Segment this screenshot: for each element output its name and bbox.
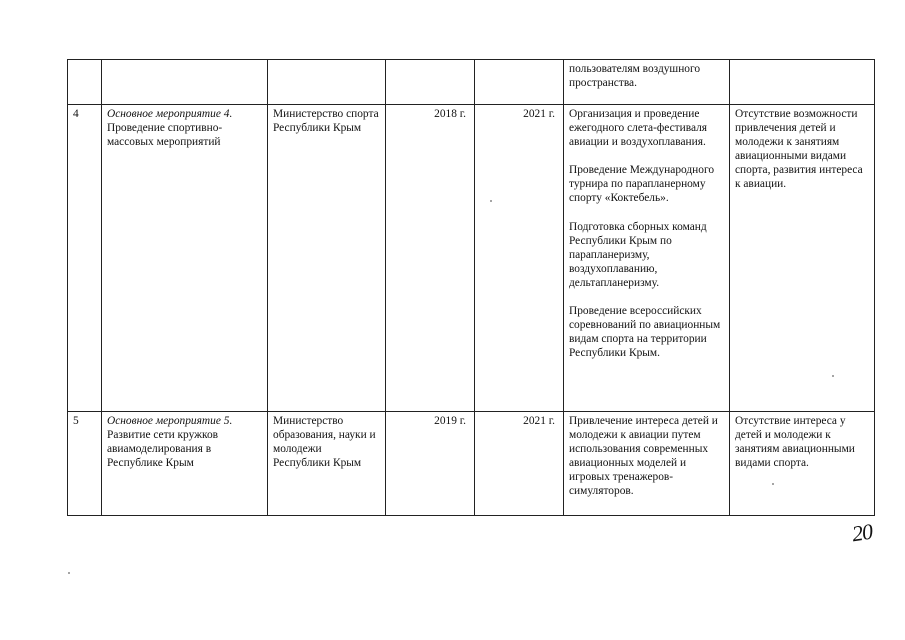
event-cell [102, 60, 268, 105]
scan-speck [832, 375, 834, 377]
event-text: Развитие сети кружков авиамоделирования в Республике Крым [107, 429, 219, 470]
table-row-continued [68, 60, 875, 105]
result-paragraph: Организация и проведение ежегодного слета-фестиваля авиации и воздухоплавания. [569, 108, 708, 149]
start-year-cell: 2018 г. [386, 105, 475, 412]
end-year-cell [475, 60, 564, 105]
end-year-cell: 2021 г. [475, 105, 564, 412]
start-year-cell [386, 60, 475, 105]
table-row-4 [68, 105, 875, 412]
program-events-table [67, 59, 875, 516]
consequence-cell [730, 60, 875, 105]
handwritten-page-number: 20 [850, 518, 874, 547]
event-title: Основное мероприятие 5. [107, 415, 233, 427]
scan-speck [68, 572, 70, 574]
scan-speck [490, 200, 492, 202]
table-row-5 [68, 412, 875, 516]
consequence-cell: Отсутствие интереса у детей и молодежи к занятиям авиационными видами спорта. [730, 412, 875, 516]
executor-cell: Министерство образования, науки и молодежи Республики Крым [268, 412, 386, 516]
event-title: Основное мероприятие 4. [107, 108, 233, 120]
scan-speck [772, 483, 774, 485]
result-text: пользователям воздушного пространства. [569, 63, 701, 90]
consequence-cell: Отсутствие возможности привлечения детей и молодежи к занятиям авиационными видами спорта, развития интереса к авиации. [730, 105, 875, 412]
row-number-cell [68, 60, 102, 105]
row-number-cell: 5 [68, 412, 102, 516]
result-cell [564, 412, 730, 516]
event-cell [102, 412, 268, 516]
executor-cell [268, 60, 386, 105]
result-paragraph: Проведение всероссийских соревнований по авиационным видам спорта на территории Республики Крым. [569, 305, 721, 360]
result-text: Привлечение интереса детей и молодежи к авиации путем использования современных авиационных моделей и игровых тренажеров-симуляторов. [569, 415, 718, 498]
start-year-cell: 2019 г. [386, 412, 475, 516]
event-cell [102, 105, 268, 412]
row-number-cell: 4 [68, 105, 102, 412]
result-cell [564, 105, 730, 412]
event-text: Проведение спортивно-массовых мероприятий [107, 122, 223, 149]
end-year-cell: 2021 г. [475, 412, 564, 516]
result-cell [564, 60, 730, 105]
result-paragraph: Подготовка сборных команд Республики Крым по парапланеризму, воздухоплаванию, дельтапланеризму. [569, 220, 707, 289]
result-paragraph: Проведение Международного турнира по парапланерному спорту «Коктебель». [569, 164, 715, 205]
executor-cell: Министерство спорта Республики Крым [268, 105, 386, 412]
